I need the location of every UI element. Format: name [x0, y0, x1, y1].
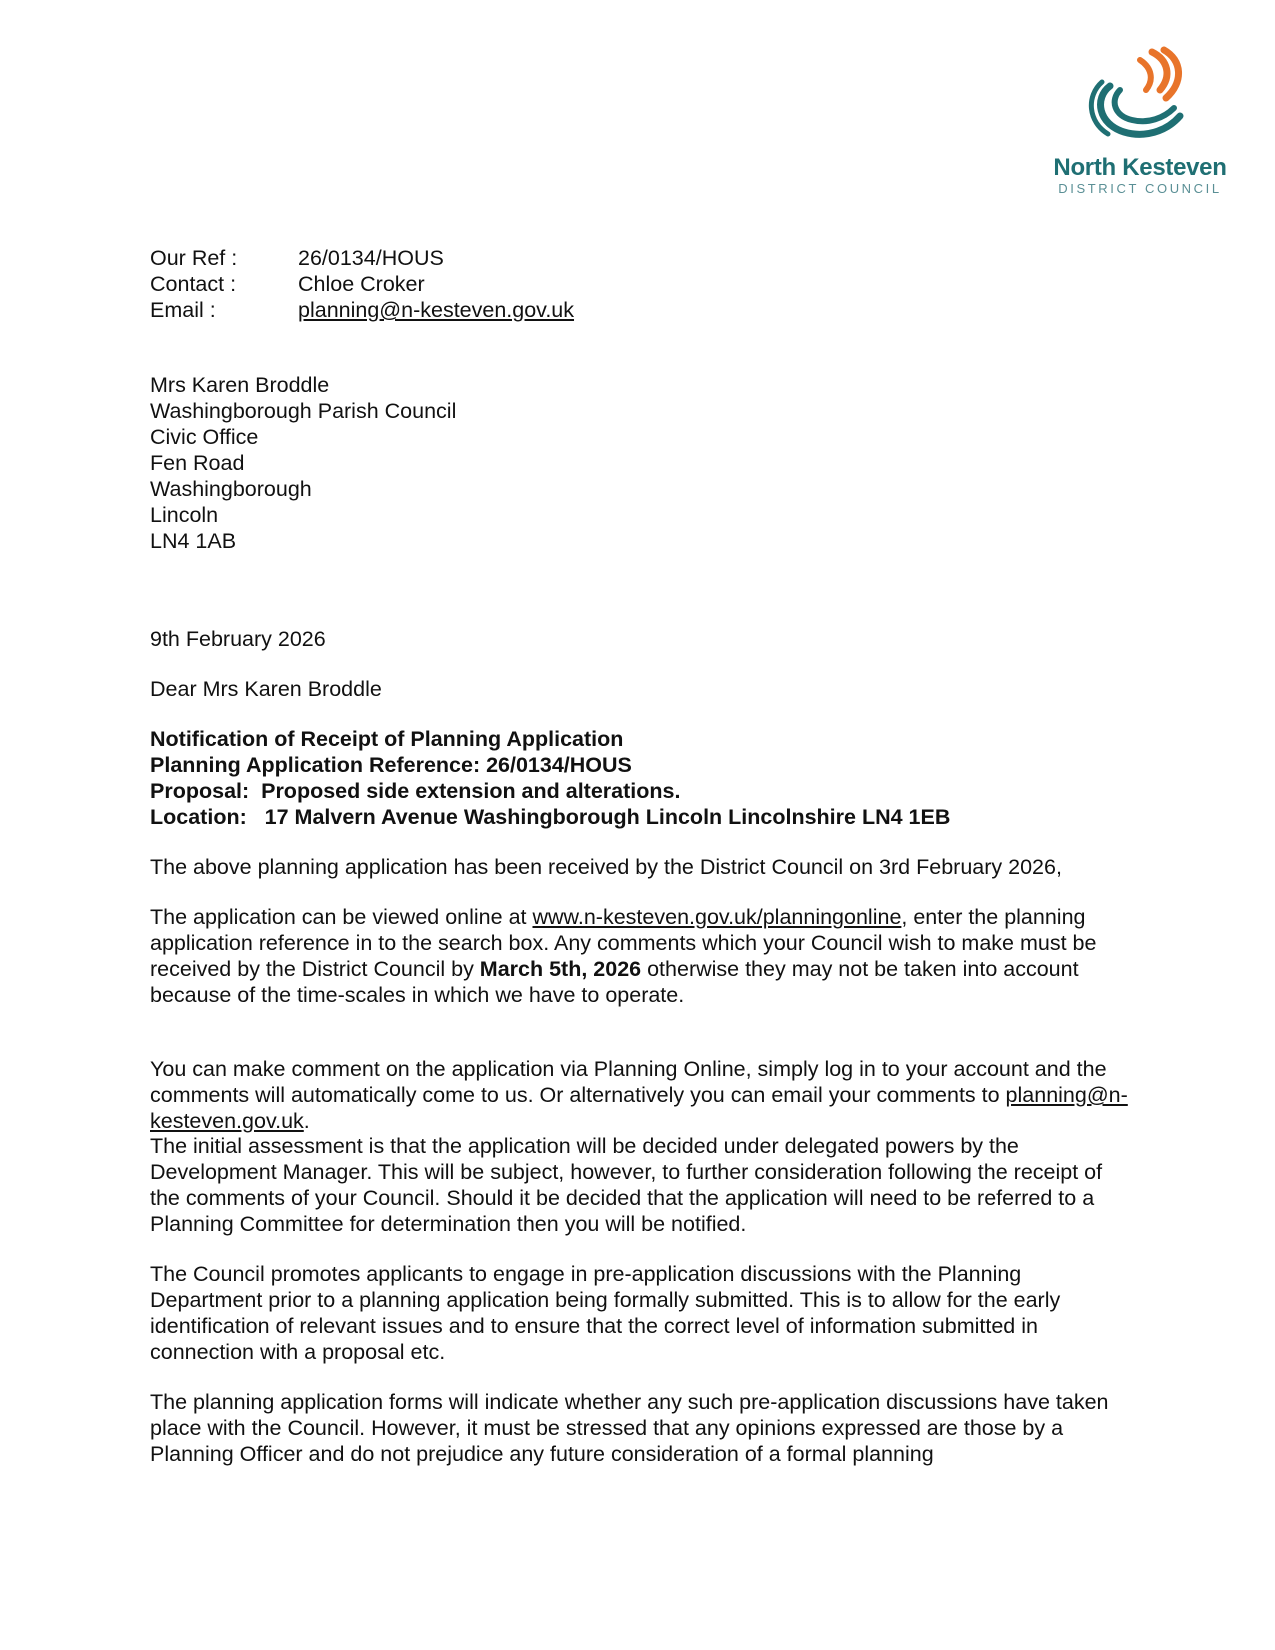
our-ref-value: 26/0134/HOUS [298, 246, 444, 270]
subject-proposal: Proposal: Proposed side extension and alterations. [150, 779, 681, 803]
subject-title: Notification of Receipt of Planning Application [150, 727, 624, 751]
paragraph-text: You can make comment on the application via Planning Online, simply log in to your account and the comments will automatically come to us. Or alternatively you can email your comments to [150, 1057, 1107, 1107]
address-line: Lincoln [150, 503, 219, 527]
deadline-date: March 5th, 2026 [479, 957, 642, 981]
address-line: Civic Office [150, 425, 259, 449]
paragraph-text: otherwise they may not be taken into account because of the time-scales in which we have to operate. [150, 957, 1079, 1007]
paragraph-view-online [150, 904, 1130, 1008]
recipient-address [150, 372, 456, 554]
paragraph-comment [150, 1056, 1130, 1134]
address-line: Fen Road [150, 451, 245, 475]
address-line: Washingborough Parish Council [150, 399, 457, 423]
paragraph-forms: The planning application forms will indicate whether any such pre-application discussions have taken place with the Council. However, it must be stressed that any opinions expressed are those by a Planning Officer and do not prejudice any future consideration of a formal planning [150, 1390, 1109, 1466]
contact-value: Chloe Croker [298, 272, 425, 296]
reference-block [150, 245, 574, 323]
address-line: Mrs Karen Broddle [150, 373, 330, 397]
contact-label: Contact : [150, 272, 237, 296]
email-link[interactable]: planning@n-kesteven.gov.uk [298, 298, 575, 322]
our-ref-row [150, 245, 574, 271]
paragraph-text: The application can be viewed online at [150, 905, 533, 929]
address-line: Washingborough [150, 477, 312, 501]
letter-date: 9th February 2026 [150, 627, 326, 651]
our-ref-label: Our Ref : [150, 246, 238, 270]
logo-subtitle: DISTRICT COUNCIL [1058, 181, 1222, 196]
comments-email-link[interactable]: planning@n-kesteven.gov.uk [150, 1083, 1128, 1133]
paragraph-assessment: The initial assessment is that the application will be decided under delegated powers by the Development Manager. This will be subject, however, to further consideration following the receipt of the comments of your Council. Should it be decided that the application will need to be referred to a Planning Committee for determination then you will be notified. [150, 1134, 1103, 1236]
logo-name: North Kesteven [1053, 154, 1227, 181]
email-label: Email : [150, 298, 216, 322]
subject-reference: Planning Application Reference: 26/0134/HOUS [150, 753, 632, 777]
planning-online-link[interactable]: www.n-kesteven.gov.uk/planningonline [532, 905, 902, 929]
address-line: LN4 1AB [150, 529, 237, 553]
contact-row [150, 271, 574, 297]
paragraph-pre-application: The Council promotes applicants to engage in pre-application discussions with the Planning Department prior to a planning application being formally submitted. This is to allow for the early identification of relevant issues and to ensure that the correct level of information submitted in connection with a proposal etc. [150, 1262, 1061, 1364]
council-swirl-icon [1080, 46, 1200, 146]
paragraph-received: The above planning application has been received by the District Council on 3rd February 2026, [150, 855, 1062, 879]
paragraph-text: , enter the planning application reference in to the search box. Any comments which your Council wish to make must be received by the District Council by [150, 905, 1097, 981]
email-row [150, 297, 574, 323]
salutation: Dear Mrs Karen Broddle [150, 677, 382, 701]
subject-block [150, 726, 950, 830]
council-logo [1040, 46, 1250, 206]
paragraph-text: . [303, 1109, 310, 1133]
subject-location: Location: 17 Malvern Avenue Washingborough Lincoln Lincolnshire LN4 1EB [150, 805, 951, 829]
